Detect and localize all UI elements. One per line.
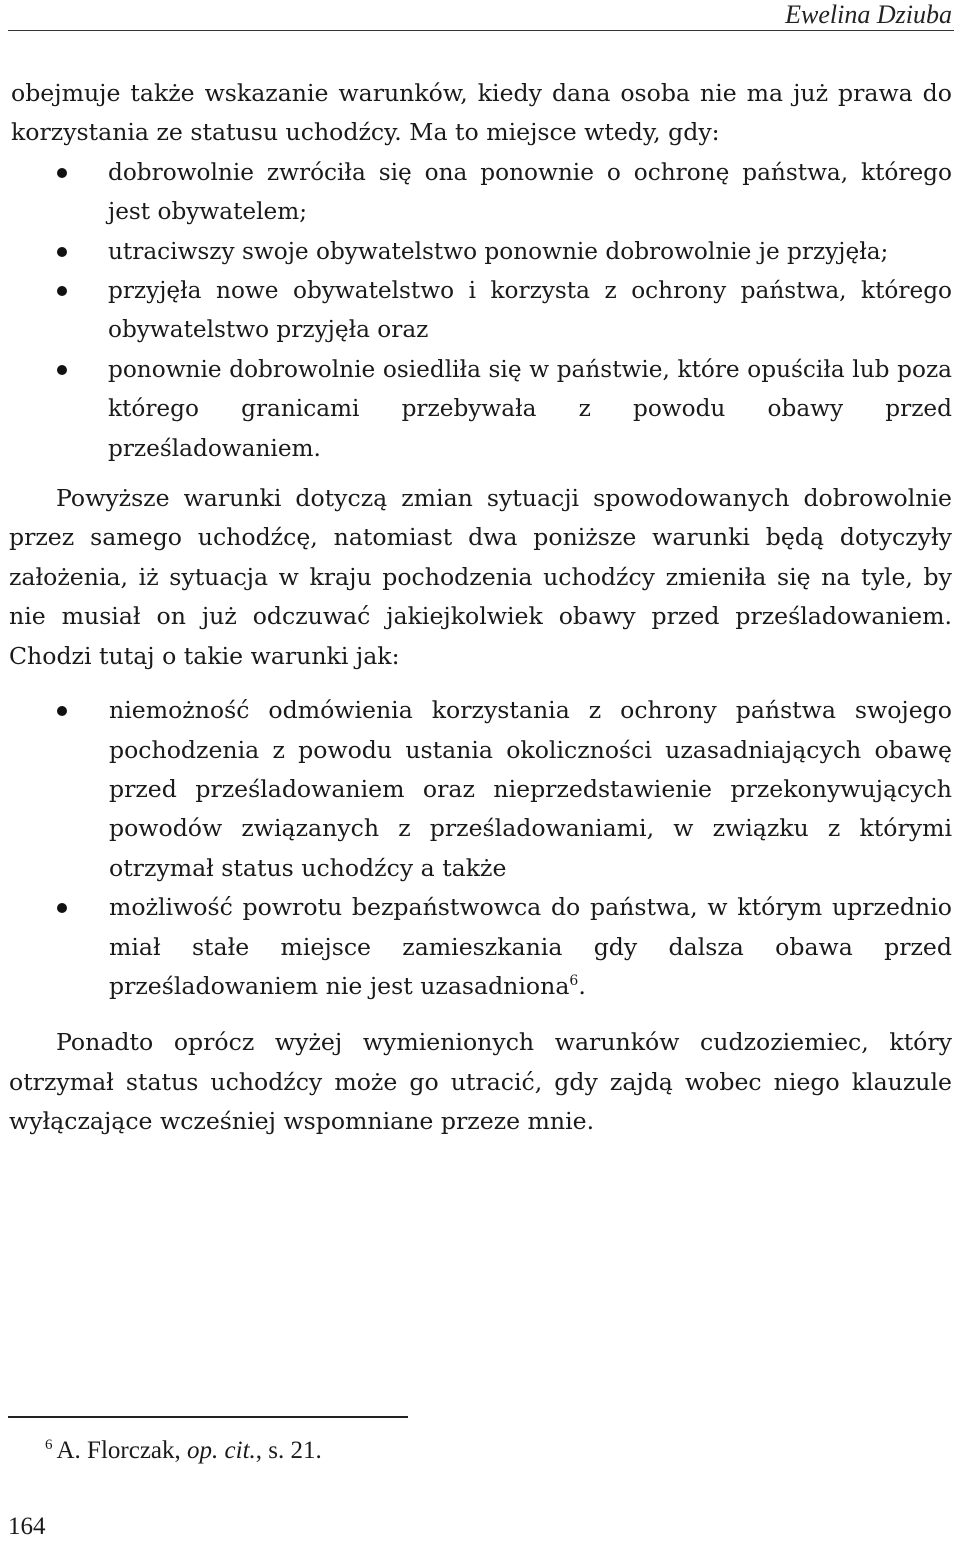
list-item: [9, 271, 952, 350]
footnote-cite: op. cit.: [187, 1437, 256, 1464]
list-item-text: dobrowolnie zwróciła się ona ponownie o ochronę państwa, którego jest obywatelem;: [108, 158, 952, 226]
intro-paragraph: obejmuje także wskazanie warunków, kiedy dana osoba nie ma już prawa do korzystania ze statusu uchodźcy. Ma to miejsce wtedy, gdy:: [11, 79, 952, 147]
bullet-icon: [57, 903, 67, 913]
page-body: [9, 74, 952, 1142]
footnote-author: A. Florczak,: [56, 1437, 181, 1464]
list-item: [9, 888, 952, 1006]
list-item: [9, 153, 952, 232]
page-number: 164: [8, 1513, 46, 1540]
footnote-number: 6: [45, 1436, 53, 1453]
loss-conditions-list: [9, 153, 952, 468]
bullet-icon: [57, 286, 67, 296]
bullet-icon: [57, 247, 67, 257]
body-paragraph: Ponadto oprócz wyżej wymienionych warunków cudzoziemiec, który otrzymał status uchodźcy może go utracić, gdy zajdą wobec niego klauzule wyłączające wcześniej wspomniane przeze mnie.: [9, 1028, 952, 1136]
list-item-text: niemożność odmówienia korzystania z ochrony państwa swojego pochodzenia z powodu ustania okoliczności uzasadniających obawę przed prześladowaniem oraz nieprzedstawienie przekonywujących powodów związanych z prześladowaniami, w związku z którymi otrzymał status uchodźcy a także: [109, 696, 952, 882]
bullet-icon: [57, 168, 67, 178]
list-item: [9, 350, 952, 468]
list-item: [9, 232, 952, 271]
header-rule: [8, 30, 954, 31]
footnote-pages: , s. 21.: [255, 1437, 322, 1464]
list-item-body: możliwość powrotu bezpaństwowca do państwa, w którym uprzednio miał stałe miejsce zamieszkania gdy dalsza obawa przed prześladowaniem nie jest uzasadniona: [109, 893, 952, 1000]
list-item-text: możliwość powrotu bezpaństwowca do państwa, w którym uprzednio miał stałe miejsce zamieszkania gdy dalsza obawa przed prześladowaniem nie jest uzasadniona$^6$.: [109, 893, 952, 1000]
running-header-author: Ewelina Dziuba: [785, 0, 952, 29]
bullet-icon: [57, 365, 67, 375]
list-item-text: ponownie dobrowolnie osiedliła się w państwie, które opuściła lub poza którego granicami przebywała z powodu obawy przed prześladowaniem.: [108, 355, 952, 462]
footnote: [45, 1434, 322, 1468]
footnote-reference[interactable]: 6: [569, 973, 579, 990]
list-item: [9, 691, 952, 888]
changed-circumstances-list: [9, 691, 952, 1006]
bullet-icon: [57, 706, 67, 716]
footnote-rule: [8, 1416, 408, 1418]
list-item-text: utraciwszy swoje obywatelstwo ponownie dobrowolnie je przyjęła;: [108, 237, 889, 265]
list-item-text: przyjęła nowe obywatelstwo i korzysta z ochrony państwa, którego obywatelstwo przyjęła oraz: [108, 277, 952, 344]
body-paragraph: Powyższe warunki dotyczą zmian sytuacji spowodowanych dobrowolnie przez samego uchodźcę, natomiast dwa poniższe warunki będą dotyczyły założenia, iż sytuacja w kraju pochodzenia uchodźcy zmieniła się na tyle, by nie musiał on już odczuwać jakiejkolwiek obawy przed prześladowaniem. Chodzi tutaj o takie warunki jak:: [9, 484, 952, 670]
